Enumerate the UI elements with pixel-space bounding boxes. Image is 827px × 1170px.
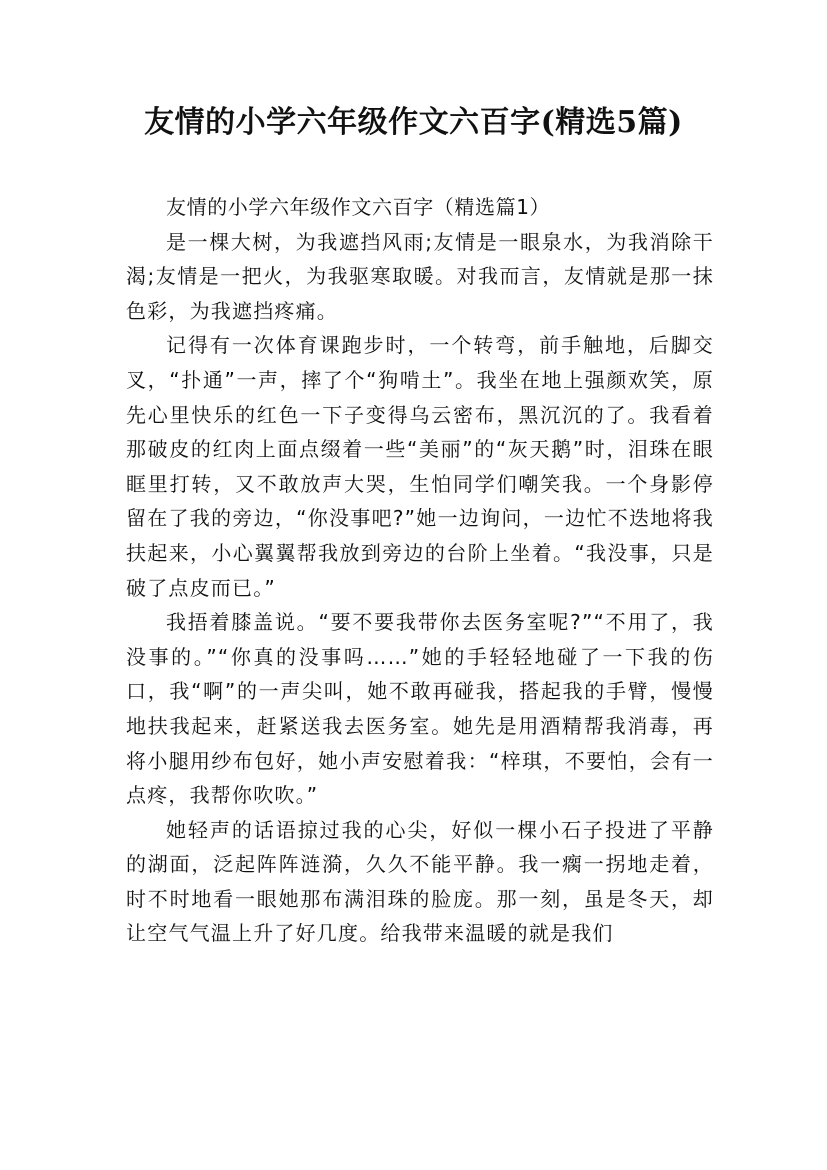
document-body (126, 190, 714, 951)
paragraph-3: 我捂着膝盖说。“要不要我带你去医务室呢?”“不用了，我没事的。”“你真的没事吗……”她的手轻轻地碰了一下我的伤口，我“啊”的一声尖叫，她不敢再碰我，搭起我的手臂，慢慢地扶我起来，赶紧送我去医务室。她先是用酒精帮我消毒，再将小腿用纱布包好，她小声安慰着我：“梓琪，不要怕，会有一点疼，我帮你吹吹。” (126, 610, 714, 808)
paragraph-4: 她轻声的话语掠过我的心尖，好似一棵小石子投进了平静的湖面，泛起阵阵涟漪，久久不能平静。我一瘸一拐地走着，时不时地看一眼她那布满泪珠的脸庞。那一刻，虽是冬天，却让空气气温上升了好几度。给我带来温暖的就是我们 (126, 817, 714, 946)
paragraph-2: 记得有一次体育课跑步时，一个转弯，前手触地，后脚交叉，“扑通”一声，摔了个“狗啃土”。我坐在地上强颜欢笑，原先心里快乐的红色一下子变得乌云密布，黑沉沉的了。我看着那破皮的红肉上面点缀着一些“美丽”的“灰天鹅”时，泪珠在眼眶里打转，又不敢放声大哭，生怕同学们嘲笑我。一个身影停留在了我的旁边，“你没事吧?”她一边询问，一边忙不迭地将我扶起来，小心翼翼帮我放到旁边的台阶上坐着。“我没事，只是破了点皮而已。” (126, 333, 714, 600)
section-heading: 友情的小学六年级作文六百字（精选篇1） (166, 195, 551, 219)
document-title: 友情的小学六年级作文六百字(精选5篇) (144, 105, 683, 140)
paragraph-1: 是一棵大树，为我遮挡风雨;友情是一眼泉水，为我消除干渴;友情是一把火，为我驱寒取暖。对我而言，友情就是那一抹色彩，为我遮挡疼痛。 (126, 229, 714, 323)
